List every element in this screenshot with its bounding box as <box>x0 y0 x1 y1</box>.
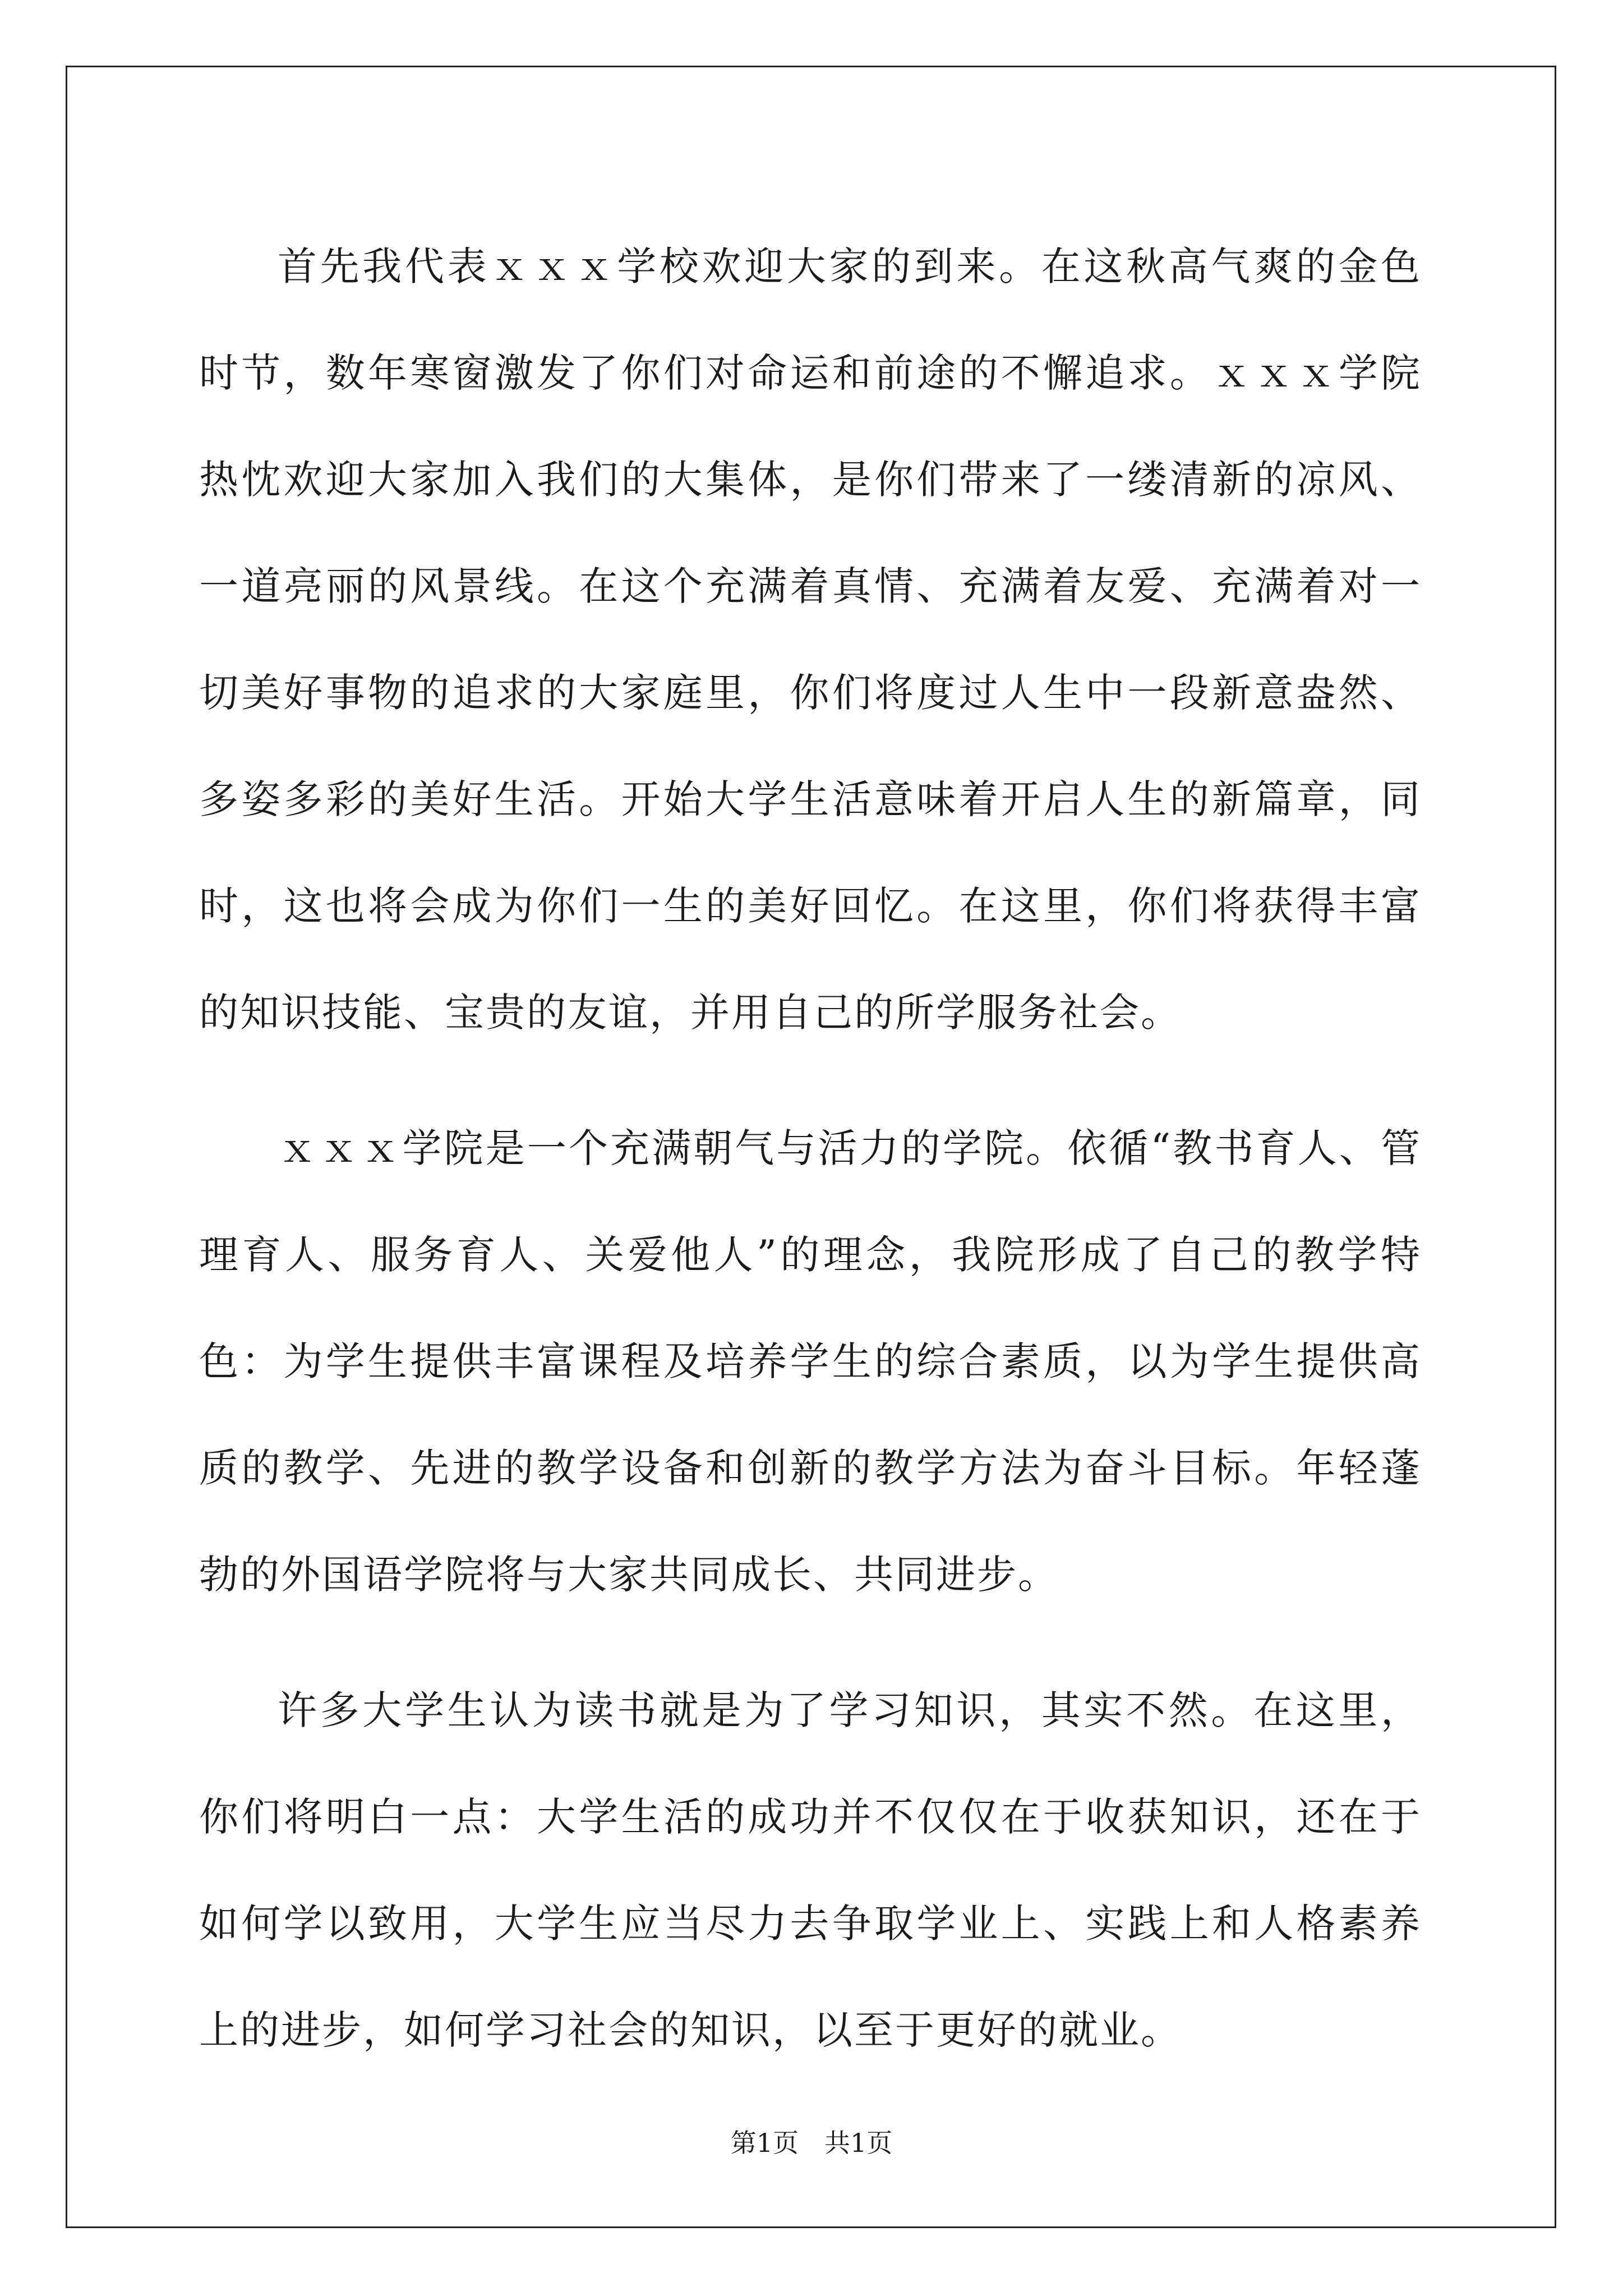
page-number-label: 第1页 共1页 <box>730 2128 893 2158</box>
paragraph-2: ｘｘｘ学院是一个充满朝气与活力的学院。依循“教书育人、管理育人、服务育人、关爱他人”的理念，我院形成了自己的教学特色：为学生提供丰富课程及培养学生的综合素质，以为学生提供高质的教学、先进的教学设备和创新的教学方法为奋斗目标。年轻蓬勃的外国语学院将与大家共同成长、共同进步。 <box>199 1125 1422 1598</box>
document-body <box>199 213 1422 2117</box>
paragraph-3: 许多大学生认为读书就是为了学习知识，其实不然。在这里，你们将明白一点：大学生活的成功并不仅仅在于收获知识，还在于如何学以致用，大学生应当尽力去争取学业上、实践上和人格素养上的进步，如何学习社会的知识，以至于更好的就业。 <box>199 1687 1422 2053</box>
paragraph-1: 首先我代表ｘｘｘ学校欢迎大家的到来。在这秋高气爽的金色时节，数年寒窗激发了你们对命运和前途的不懈追求。ｘｘｘ学院热忱欢迎大家加入我们的大集体，是你们带来了一缕清新的凉风、一道亮丽的风景线。在这个充满着真情、充满着友爱、充满着对一切美好事物的追求的大家庭里，你们将度过人生中一段新意盎然、多姿多彩的美好生活。开始大学生活意味着开启人生的新篇章，同时，这也将会成为你们一生的美好回忆。在这里，你们将获得丰富的知识技能、宝贵的友谊，并用自己的所学服务社会。 <box>199 243 1422 1036</box>
page-footer <box>0 2126 1623 2160</box>
